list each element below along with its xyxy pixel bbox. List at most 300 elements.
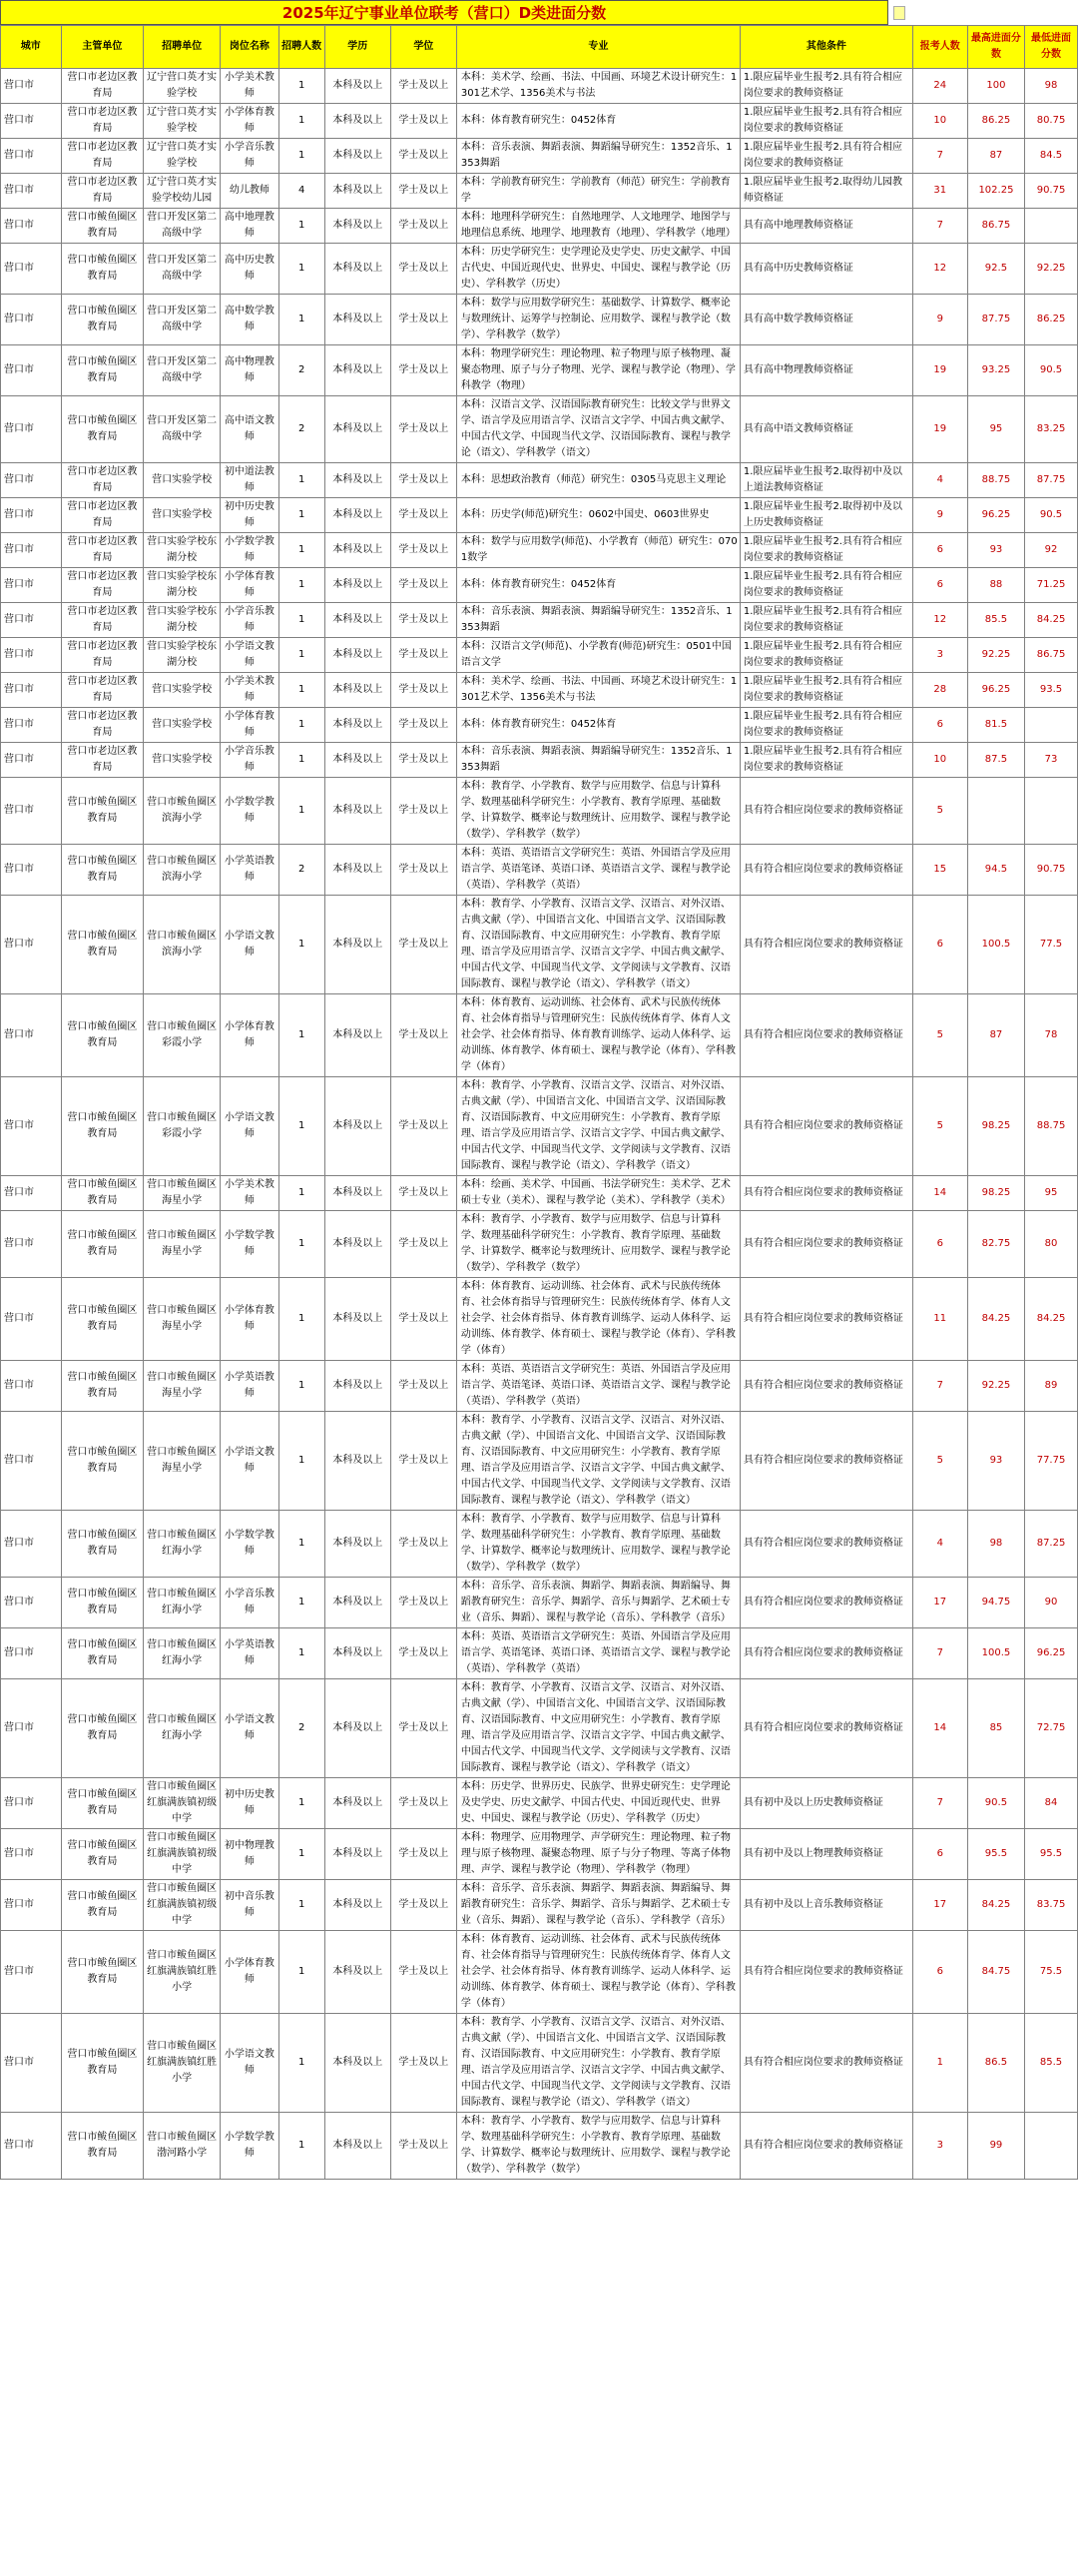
supervisor-cell: 营口市鲅鱼圈区教育局: [61, 244, 144, 295]
header-col-headcount: 招聘人数: [278, 26, 324, 69]
employer-cell: 营口开发区第二高级中学: [144, 244, 221, 295]
conditions-cell: 1.限应届毕业生报考2.具有符合相应岗位要求的教师资格证: [740, 69, 912, 104]
max-score-cell: 85.5: [967, 603, 1024, 638]
min-score-cell: 92: [1025, 533, 1078, 568]
conditions-cell: 具有高中历史教师资格证: [740, 244, 912, 295]
major-cell: 本科：教育学、小学教育、汉语言文学、汉语言、对外汉语、古典文献（学）、中国语言文化、中国语言文学、汉语国际教育、汉语国际教育、中文应用研究生：小学教育、教育学原理、语言学及应用语言学、汉语言文字学、中国古典文献学、中国古代文学、中国现当代文学、文学阅读与文学教育、汉语国际教育、课程与教学论（语文）、学科教学（语文）: [456, 896, 740, 994]
position-cell: 小学英语教师: [221, 845, 278, 896]
employer-cell: 营口实验学校东湖分校: [144, 638, 221, 673]
max-score-cell: 85: [967, 1679, 1024, 1778]
min-score-cell: 72.75: [1025, 1679, 1078, 1778]
max-score-cell: 98.25: [967, 1176, 1024, 1211]
education-cell: 本科及以上: [324, 845, 390, 896]
applicants-cell: 24: [912, 69, 967, 104]
position-cell: 小学音乐教师: [221, 603, 278, 638]
degree-cell: 学士及以上: [390, 209, 456, 244]
city-cell: 营口市: [1, 2113, 62, 2180]
major-cell: 本科：音乐学、音乐表演、舞蹈学、舞蹈表演、舞蹈编导、舞蹈教育研究生：音乐学、舞蹈学、音乐与舞蹈学、艺术硕士专业（音乐、舞蹈）、课程与教学论（音乐）、学科教学（音乐）: [456, 1880, 740, 1931]
conditions-cell: 具有符合相应岗位要求的教师资格证: [740, 1077, 912, 1176]
city-cell: 营口市: [1, 1077, 62, 1176]
applicants-cell: 6: [912, 1931, 967, 2014]
supervisor-cell: 营口市老边区教育局: [61, 104, 144, 139]
city-cell: 营口市: [1, 396, 62, 463]
city-cell: 营口市: [1, 603, 62, 638]
employer-cell: 营口市鲅鱼圈区彩霞小学: [144, 994, 221, 1077]
education-cell: 本科及以上: [324, 463, 390, 498]
city-cell: 营口市: [1, 2014, 62, 2113]
applicants-cell: 5: [912, 778, 967, 845]
employer-cell: 营口实验学校: [144, 743, 221, 778]
degree-cell: 学士及以上: [390, 2113, 456, 2180]
applicants-cell: 19: [912, 345, 967, 396]
applicants-cell: 6: [912, 568, 967, 603]
supervisor-cell: 营口市老边区教育局: [61, 673, 144, 708]
supervisor-cell: 营口市老边区教育局: [61, 708, 144, 743]
applicants-cell: 7: [912, 1628, 967, 1679]
city-cell: 营口市: [1, 896, 62, 994]
max-score-cell: 86.75: [967, 209, 1024, 244]
major-cell: 本科：音乐表演、舞蹈表演、舞蹈编导研究生：1352音乐、1353舞蹈: [456, 139, 740, 174]
conditions-cell: 1.限应届毕业生报考2.具有符合相应岗位要求的教师资格证: [740, 743, 912, 778]
city-cell: 营口市: [1, 1778, 62, 1829]
employer-cell: 营口市鲅鱼圈区红旗满族镇初级中学: [144, 1829, 221, 1880]
position-cell: 小学语文教师: [221, 1412, 278, 1511]
min-score-cell: 73: [1025, 743, 1078, 778]
degree-cell: 学士及以上: [390, 638, 456, 673]
education-cell: 本科及以上: [324, 1211, 390, 1278]
education-cell: 本科及以上: [324, 708, 390, 743]
major-cell: 本科：数学与应用数学(师范)、小学教育（师范）研究生：0701数学: [456, 533, 740, 568]
position-cell: 小学语文教师: [221, 638, 278, 673]
table-body: [1, 69, 1078, 2180]
conditions-cell: 具有高中语文教师资格证: [740, 396, 912, 463]
employer-cell: 营口市鲅鱼圈区滨海小学: [144, 896, 221, 994]
headcount-cell: 1: [278, 1628, 324, 1679]
headcount-cell: 4: [278, 174, 324, 209]
title-bar: [0, 0, 1078, 25]
applicants-cell: 10: [912, 104, 967, 139]
employer-cell: 营口实验学校: [144, 673, 221, 708]
supervisor-cell: 营口市老边区教育局: [61, 69, 144, 104]
city-cell: 营口市: [1, 1361, 62, 1412]
education-cell: 本科及以上: [324, 1176, 390, 1211]
conditions-cell: 1.限应届毕业生报考2.具有符合相应岗位要求的教师资格证: [740, 568, 912, 603]
applicants-cell: 9: [912, 295, 967, 345]
applicants-cell: 3: [912, 638, 967, 673]
applicants-cell: 1: [912, 2014, 967, 2113]
headcount-cell: 1: [278, 1578, 324, 1628]
position-cell: 高中数学教师: [221, 295, 278, 345]
min-score-cell: 77.75: [1025, 1412, 1078, 1511]
table-row: [1, 1412, 1078, 1511]
max-score-cell: 102.25: [967, 174, 1024, 209]
min-score-cell: 95.5: [1025, 1829, 1078, 1880]
applicants-cell: 11: [912, 1278, 967, 1361]
applicants-cell: 15: [912, 845, 967, 896]
max-score-cell: 100.5: [967, 896, 1024, 994]
city-cell: 营口市: [1, 139, 62, 174]
headcount-cell: 1: [278, 1880, 324, 1931]
conditions-cell: 具有符合相应岗位要求的教师资格证: [740, 1412, 912, 1511]
applicants-cell: 7: [912, 1361, 967, 1412]
degree-cell: 学士及以上: [390, 1211, 456, 1278]
position-cell: 初中道法教师: [221, 463, 278, 498]
supervisor-cell: 营口市鲅鱼圈区教育局: [61, 1778, 144, 1829]
max-score-cell: 81.5: [967, 708, 1024, 743]
header-col-employer: 招聘单位: [144, 26, 221, 69]
table-row: [1, 1077, 1078, 1176]
headcount-cell: 1: [278, 1511, 324, 1578]
table-row: [1, 498, 1078, 533]
supervisor-cell: 营口市老边区教育局: [61, 568, 144, 603]
applicants-cell: 5: [912, 994, 967, 1077]
degree-cell: 学士及以上: [390, 139, 456, 174]
headcount-cell: 1: [278, 1829, 324, 1880]
headcount-cell: 2: [278, 396, 324, 463]
table-row: [1, 1679, 1078, 1778]
min-score-cell: 71.25: [1025, 568, 1078, 603]
min-score-cell: 84.5: [1025, 139, 1078, 174]
headcount-cell: 1: [278, 209, 324, 244]
city-cell: 营口市: [1, 673, 62, 708]
supervisor-cell: 营口市老边区教育局: [61, 498, 144, 533]
conditions-cell: 1.限应届毕业生报考2.具有符合相应岗位要求的教师资格证: [740, 603, 912, 638]
city-cell: 营口市: [1, 845, 62, 896]
degree-cell: 学士及以上: [390, 1176, 456, 1211]
min-score-cell: [1025, 2113, 1078, 2180]
degree-cell: 学士及以上: [390, 896, 456, 994]
min-score-cell: 84.25: [1025, 603, 1078, 638]
employer-cell: 营口市鲅鱼圈区红海小学: [144, 1628, 221, 1679]
table-row: [1, 603, 1078, 638]
max-score-cell: 99: [967, 2113, 1024, 2180]
supervisor-cell: 营口市老边区教育局: [61, 174, 144, 209]
employer-cell: 营口市鲅鱼圈区海星小学: [144, 1211, 221, 1278]
city-cell: 营口市: [1, 1211, 62, 1278]
employer-cell: 营口市鲅鱼圈区海星小学: [144, 1278, 221, 1361]
city-cell: 营口市: [1, 1628, 62, 1679]
major-cell: 本科：学前教育研究生：学前教育（师范）研究生：学前教育学: [456, 174, 740, 209]
applicants-cell: 6: [912, 1829, 967, 1880]
position-cell: 高中历史教师: [221, 244, 278, 295]
city-cell: 营口市: [1, 295, 62, 345]
conditions-cell: 1.限应届毕业生报考2.具有符合相应岗位要求的教师资格证: [740, 533, 912, 568]
employer-cell: 营口市鲅鱼圈区红海小学: [144, 1679, 221, 1778]
degree-cell: 学士及以上: [390, 994, 456, 1077]
max-score-cell: 88.75: [967, 463, 1024, 498]
min-score-cell: 89: [1025, 1361, 1078, 1412]
table-row: [1, 845, 1078, 896]
headcount-cell: 1: [278, 498, 324, 533]
major-cell: 本科：地理科学研究生：自然地理学、人文地理学、地图学与地理信息系统、地理学、地理教育（地理）、学科教学（地理）: [456, 209, 740, 244]
table-row: [1, 673, 1078, 708]
max-score-cell: 96.25: [967, 498, 1024, 533]
max-score-cell: 84.25: [967, 1880, 1024, 1931]
max-score-cell: 86.25: [967, 104, 1024, 139]
city-cell: 营口市: [1, 498, 62, 533]
degree-cell: 学士及以上: [390, 743, 456, 778]
conditions-cell: 1.限应届毕业生报考2.具有符合相应岗位要求的教师资格证: [740, 104, 912, 139]
supervisor-cell: 营口市鲅鱼圈区教育局: [61, 1176, 144, 1211]
conditions-cell: 具有初中及以上历史教师资格证: [740, 1778, 912, 1829]
max-score-cell: 90.5: [967, 1778, 1024, 1829]
degree-cell: 学士及以上: [390, 568, 456, 603]
employer-cell: 营口市鲅鱼圈区彩霞小学: [144, 1077, 221, 1176]
degree-cell: 学士及以上: [390, 1578, 456, 1628]
position-cell: 小学音乐教师: [221, 743, 278, 778]
headcount-cell: 1: [278, 533, 324, 568]
max-score-cell: 84.25: [967, 1278, 1024, 1361]
table-row: [1, 174, 1078, 209]
education-cell: 本科及以上: [324, 2113, 390, 2180]
degree-cell: 学士及以上: [390, 396, 456, 463]
header-col-supervisor: 主管单位: [61, 26, 144, 69]
employer-cell: 营口市鲅鱼圈区渤河路小学: [144, 2113, 221, 2180]
min-score-cell: 87.25: [1025, 1511, 1078, 1578]
education-cell: 本科及以上: [324, 139, 390, 174]
degree-cell: 学士及以上: [390, 1628, 456, 1679]
major-cell: 本科：教育学、小学教育、数学与应用数学、信息与计算科学、数理基础科学研究生：小学教育、教育学原理、基础数学、计算数学、概率论与数理统计、应用数学、课程与教学论（数学）、学科教学（数学）: [456, 1211, 740, 1278]
table-row: [1, 1211, 1078, 1278]
position-cell: 小学语文教师: [221, 2014, 278, 2113]
major-cell: 本科：美术学、绘画、书法、中国画、环境艺术设计研究生：1301艺术学、1356美术与书法: [456, 69, 740, 104]
headcount-cell: 1: [278, 463, 324, 498]
conditions-cell: 具有符合相应岗位要求的教师资格证: [740, 778, 912, 845]
supervisor-cell: 营口市鲅鱼圈区教育局: [61, 1880, 144, 1931]
position-cell: 小学美术教师: [221, 69, 278, 104]
conditions-cell: 具有符合相应岗位要求的教师资格证: [740, 2014, 912, 2113]
major-cell: 本科：体育教育研究生：0452体育: [456, 104, 740, 139]
position-cell: 小学数学教师: [221, 1511, 278, 1578]
table-row: [1, 295, 1078, 345]
education-cell: 本科及以上: [324, 896, 390, 994]
table-row: [1, 1778, 1078, 1829]
position-cell: 小学语文教师: [221, 1679, 278, 1778]
conditions-cell: 具有符合相应岗位要求的教师资格证: [740, 1278, 912, 1361]
min-score-cell: 95: [1025, 1176, 1078, 1211]
table-row: [1, 568, 1078, 603]
max-score-cell: 95.5: [967, 1829, 1024, 1880]
conditions-cell: 1.限应届毕业生报考2.具有符合相应岗位要求的教师资格证: [740, 673, 912, 708]
max-score-cell: 100.5: [967, 1628, 1024, 1679]
city-cell: 营口市: [1, 174, 62, 209]
city-cell: 营口市: [1, 209, 62, 244]
degree-cell: 学士及以上: [390, 673, 456, 708]
applicants-cell: 17: [912, 1578, 967, 1628]
position-cell: 小学音乐教师: [221, 139, 278, 174]
position-cell: 小学语文教师: [221, 1077, 278, 1176]
headcount-cell: 1: [278, 1412, 324, 1511]
min-score-cell: 90.5: [1025, 498, 1078, 533]
education-cell: 本科及以上: [324, 1077, 390, 1176]
conditions-cell: 具有符合相应岗位要求的教师资格证: [740, 1931, 912, 2014]
supervisor-cell: 营口市老边区教育局: [61, 603, 144, 638]
table-row: [1, 708, 1078, 743]
conditions-cell: 具有高中地理教师资格证: [740, 209, 912, 244]
max-score-cell: 88: [967, 568, 1024, 603]
employer-cell: 营口市鲅鱼圈区红海小学: [144, 1511, 221, 1578]
table-row: [1, 209, 1078, 244]
supervisor-cell: 营口市鲅鱼圈区教育局: [61, 1628, 144, 1679]
supervisor-cell: 营口市老边区教育局: [61, 533, 144, 568]
education-cell: 本科及以上: [324, 1679, 390, 1778]
education-cell: 本科及以上: [324, 603, 390, 638]
city-cell: 营口市: [1, 743, 62, 778]
headcount-cell: 1: [278, 1211, 324, 1278]
degree-cell: 学士及以上: [390, 845, 456, 896]
major-cell: 本科：体育教育研究生：0452体育: [456, 708, 740, 743]
applicants-cell: 7: [912, 139, 967, 174]
conditions-cell: 具有高中物理教师资格证: [740, 345, 912, 396]
headcount-cell: 1: [278, 743, 324, 778]
min-score-cell: 75.5: [1025, 1931, 1078, 2014]
table-row: [1, 244, 1078, 295]
max-score-cell: [967, 778, 1024, 845]
major-cell: 本科：体育教育、运动训练、社会体育、武术与民族传统体育、社会体育指导与管理研究生：民族传统体育学、体育人文社会学、社会体育指导、体育教育训练学、运动人体科学、运动训练、体育教学、体育硕士、课程与教学论（体育）、学科教学（体育）: [456, 994, 740, 1077]
major-cell: 本科：英语、英语语言文学研究生：英语、外国语言学及应用语言学、英语笔译、英语口译、英语语言文学、课程与教学论（英语）、学科教学（英语）: [456, 845, 740, 896]
header-col-applicants: 报考人数: [912, 26, 967, 69]
employer-cell: 营口市鲅鱼圈区红海小学: [144, 1578, 221, 1628]
position-cell: 小学数学教师: [221, 1211, 278, 1278]
applicants-cell: 3: [912, 2113, 967, 2180]
max-score-cell: 100: [967, 69, 1024, 104]
header-col-max-score: 最高进面分数: [967, 26, 1024, 69]
supervisor-cell: 营口市鲅鱼圈区教育局: [61, 2113, 144, 2180]
education-cell: 本科及以上: [324, 295, 390, 345]
applicants-cell: 14: [912, 1679, 967, 1778]
table-row: [1, 533, 1078, 568]
supervisor-cell: 营口市鲅鱼圈区教育局: [61, 396, 144, 463]
position-cell: 小学英语教师: [221, 1628, 278, 1679]
max-score-cell: 87: [967, 994, 1024, 1077]
education-cell: 本科及以上: [324, 638, 390, 673]
employer-cell: 营口市鲅鱼圈区海星小学: [144, 1176, 221, 1211]
major-cell: 本科：体育教育、运动训练、社会体育、武术与民族传统体育、社会体育指导与管理研究生：民族传统体育学、体育人文社会学、社会体育指导、体育教育训练学、运动人体科学、运动训练、体育教学、体育硕士、课程与教学论（体育）、学科教学（体育）: [456, 1278, 740, 1361]
education-cell: 本科及以上: [324, 673, 390, 708]
degree-cell: 学士及以上: [390, 104, 456, 139]
table-row: [1, 2014, 1078, 2113]
max-score-cell: 87.5: [967, 743, 1024, 778]
education-cell: 本科及以上: [324, 1412, 390, 1511]
major-cell: 本科：思想政治教育（师范）研究生：0305马克思主义理论: [456, 463, 740, 498]
min-score-cell: 86.25: [1025, 295, 1078, 345]
min-score-cell: 90: [1025, 1578, 1078, 1628]
min-score-cell: [1025, 778, 1078, 845]
degree-cell: 学士及以上: [390, 1931, 456, 2014]
conditions-cell: 1.限应届毕业生报考2.取得初中及以上历史教师资格证: [740, 498, 912, 533]
headcount-cell: 1: [278, 638, 324, 673]
supervisor-cell: 营口市鲅鱼圈区教育局: [61, 1578, 144, 1628]
education-cell: 本科及以上: [324, 568, 390, 603]
major-cell: 本科：体育教育研究生：0452体育: [456, 568, 740, 603]
conditions-cell: 具有符合相应岗位要求的教师资格证: [740, 1679, 912, 1778]
supervisor-cell: 营口市鲅鱼圈区教育局: [61, 896, 144, 994]
education-cell: 本科及以上: [324, 2014, 390, 2113]
max-score-cell: 86.5: [967, 2014, 1024, 2113]
position-cell: 初中音乐教师: [221, 1880, 278, 1931]
min-score-cell: 83.25: [1025, 396, 1078, 463]
employer-cell: 营口实验学校东湖分校: [144, 603, 221, 638]
education-cell: 本科及以上: [324, 1628, 390, 1679]
degree-cell: 学士及以上: [390, 2014, 456, 2113]
headcount-cell: 2: [278, 345, 324, 396]
employer-cell: 营口开发区第二高级中学: [144, 295, 221, 345]
table-row: [1, 1880, 1078, 1931]
position-cell: 小学音乐教师: [221, 1578, 278, 1628]
min-score-cell: 92.25: [1025, 244, 1078, 295]
city-cell: 营口市: [1, 568, 62, 603]
table-row: [1, 2113, 1078, 2180]
education-cell: 本科及以上: [324, 778, 390, 845]
cell-selection-marker[interactable]: [893, 6, 905, 20]
education-cell: 本科及以上: [324, 69, 390, 104]
applicants-cell: 10: [912, 743, 967, 778]
position-cell: 小学数学教师: [221, 533, 278, 568]
supervisor-cell: 营口市鲅鱼圈区教育局: [61, 209, 144, 244]
max-score-cell: 82.75: [967, 1211, 1024, 1278]
degree-cell: 学士及以上: [390, 533, 456, 568]
headcount-cell: 1: [278, 708, 324, 743]
headcount-cell: 1: [278, 1176, 324, 1211]
headcount-cell: 1: [278, 778, 324, 845]
degree-cell: 学士及以上: [390, 244, 456, 295]
min-score-cell: 84.25: [1025, 1278, 1078, 1361]
degree-cell: 学士及以上: [390, 498, 456, 533]
headcount-cell: 1: [278, 1931, 324, 2014]
major-cell: 本科：绘画、美术学、中国画、书法学研究生：美术学、艺术硕士专业（美术）、课程与教学论（美术）、学科教学（美术）: [456, 1176, 740, 1211]
major-cell: 本科：教育学、小学教育、汉语言文学、汉语言、对外汉语、古典文献（学）、中国语言文化、中国语言文学、汉语国际教育、汉语国际教育、中文应用研究生：小学教育、教育学原理、语言学及应用语言学、汉语言文字学、中国古典文献学、中国古代文学、中国现当代文学、文学阅读与文学教育、汉语国际教育、课程与教学论（语文）、学科教学（语文）: [456, 1412, 740, 1511]
employer-cell: 营口实验学校: [144, 708, 221, 743]
supervisor-cell: 营口市鲅鱼圈区教育局: [61, 295, 144, 345]
city-cell: 营口市: [1, 1511, 62, 1578]
major-cell: 本科：美术学、绘画、书法、中国画、环境艺术设计研究生：1301艺术学、1356美术与书法: [456, 673, 740, 708]
applicants-cell: 12: [912, 244, 967, 295]
max-score-cell: 92.5: [967, 244, 1024, 295]
position-cell: 初中物理教师: [221, 1829, 278, 1880]
min-score-cell: 80: [1025, 1211, 1078, 1278]
headcount-cell: 1: [278, 1278, 324, 1361]
position-cell: 小学体育教师: [221, 104, 278, 139]
applicants-cell: 6: [912, 533, 967, 568]
conditions-cell: 1.限应届毕业生报考2.具有符合相应岗位要求的教师资格证: [740, 638, 912, 673]
city-cell: 营口市: [1, 345, 62, 396]
min-score-cell: 86.75: [1025, 638, 1078, 673]
supervisor-cell: 营口市老边区教育局: [61, 463, 144, 498]
headcount-cell: 2: [278, 1679, 324, 1778]
table-row: [1, 778, 1078, 845]
table-row: [1, 396, 1078, 463]
city-cell: 营口市: [1, 638, 62, 673]
headcount-cell: 1: [278, 568, 324, 603]
employer-cell: 营口市鲅鱼圈区红旗满族镇红胜小学: [144, 2014, 221, 2113]
major-cell: 本科：体育教育、运动训练、社会体育、武术与民族传统体育、社会体育指导与管理研究生：民族传统体育学、体育人文社会学、社会体育指导、体育教育训练学、运动人体科学、运动训练、体育教学、体育硕士、课程与教学论（体育）、学科教学（体育）: [456, 1931, 740, 2014]
employer-cell: 营口实验学校: [144, 463, 221, 498]
header-col-city: 城市: [1, 26, 62, 69]
supervisor-cell: 营口市鲅鱼圈区教育局: [61, 1077, 144, 1176]
degree-cell: 学士及以上: [390, 1077, 456, 1176]
supervisor-cell: 营口市鲅鱼圈区教育局: [61, 1361, 144, 1412]
position-cell: 小学体育教师: [221, 568, 278, 603]
major-cell: 本科：教育学、小学教育、数学与应用数学、信息与计算科学、数理基础科学研究生：小学教育、教育学原理、基础数学、计算数学、概率论与数理统计、应用数学、课程与教学论（数学）、学科教学（数学）: [456, 2113, 740, 2180]
headcount-cell: 1: [278, 244, 324, 295]
education-cell: 本科及以上: [324, 1880, 390, 1931]
table-row: [1, 743, 1078, 778]
table-row: [1, 994, 1078, 1077]
employer-cell: 辽宁营口英才实验学校: [144, 69, 221, 104]
min-score-cell: 87.75: [1025, 463, 1078, 498]
position-cell: 高中地理教师: [221, 209, 278, 244]
max-score-cell: 87.75: [967, 295, 1024, 345]
